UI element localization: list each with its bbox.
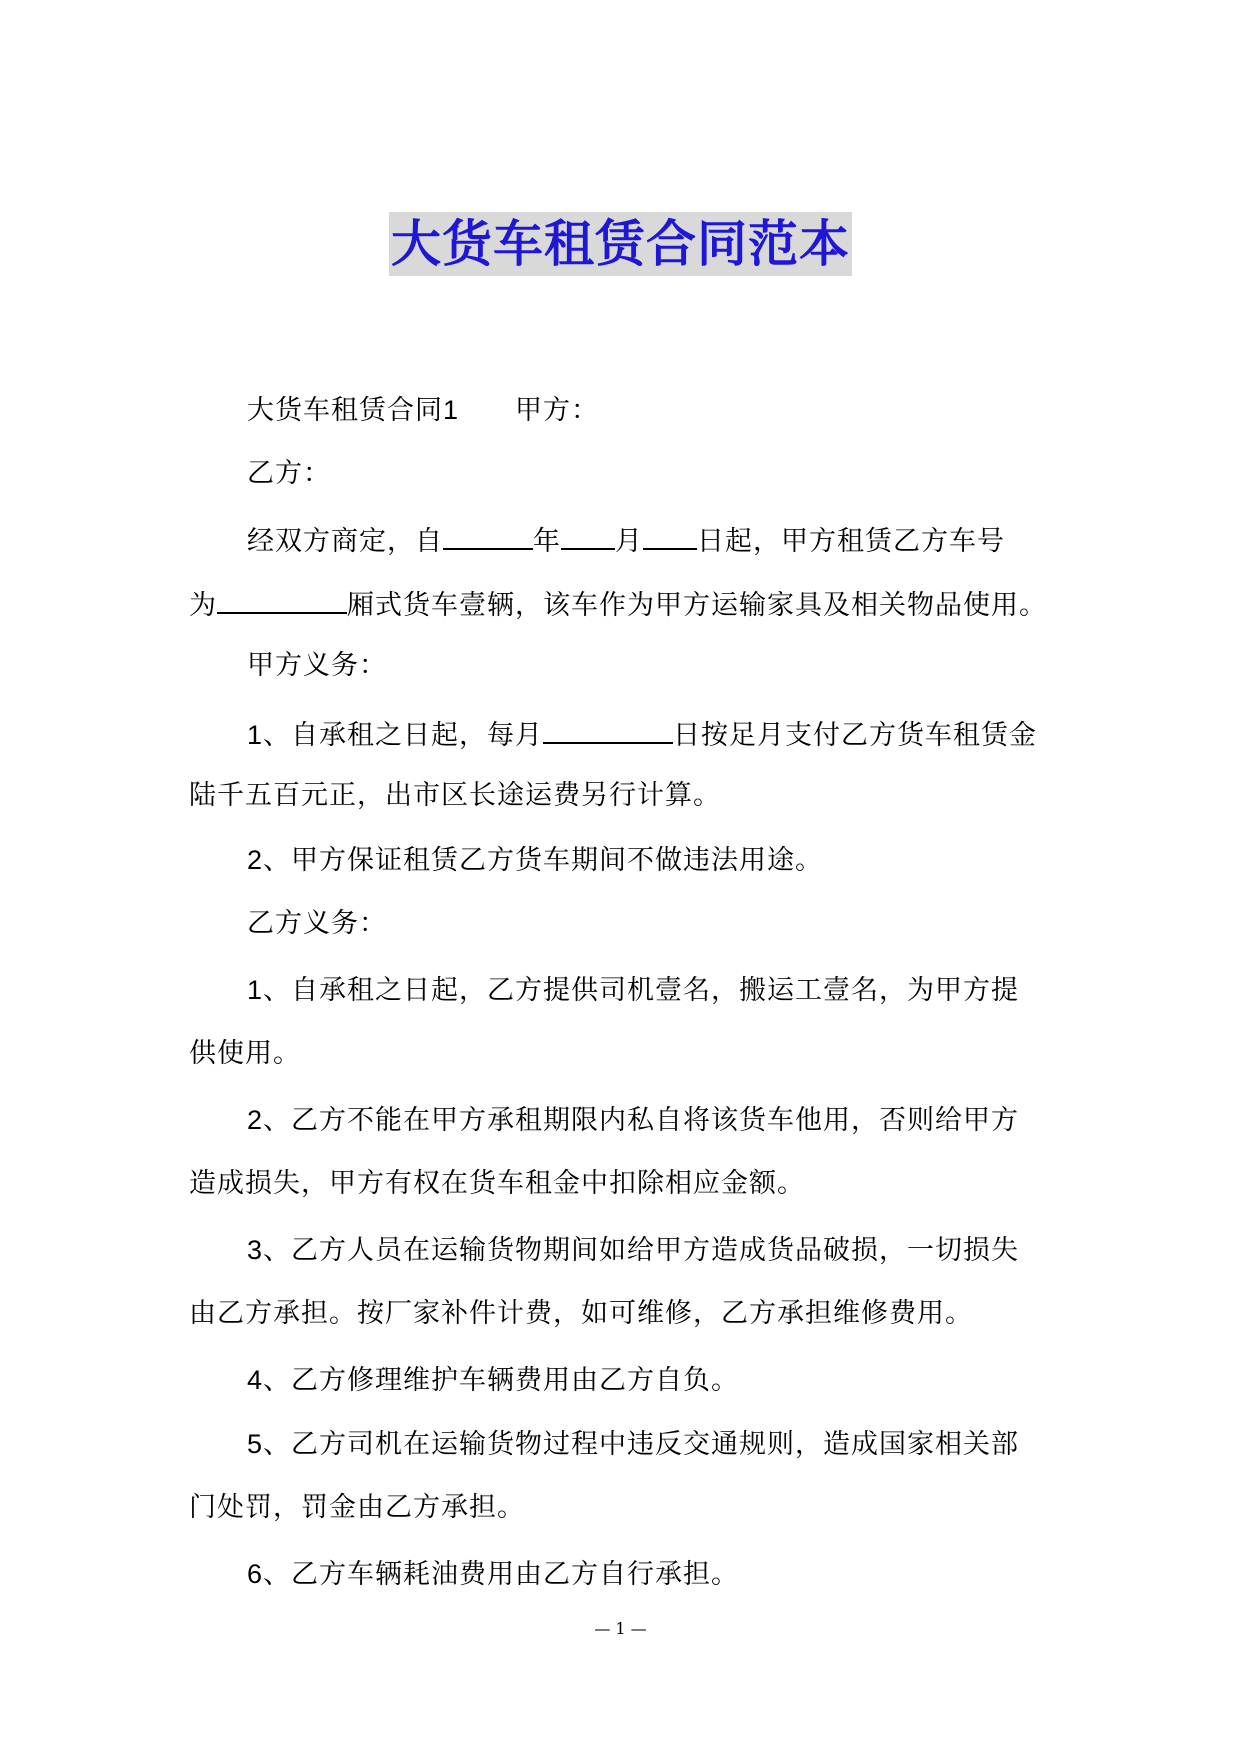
- party-b-clause-1: [247, 972, 1019, 1009]
- year-label: 年: [533, 526, 561, 557]
- clause-text-continued: 供使用。: [189, 1038, 301, 1069]
- month-label: 月: [615, 526, 643, 557]
- party-a-clause-1-cont: [189, 778, 721, 814]
- section-heading-party-b: [247, 906, 387, 942]
- party-b-clause-5: [247, 1426, 1019, 1463]
- agreement-line-2: [189, 584, 1047, 624]
- title-container: [0, 212, 1241, 276]
- agreement-line-1: [247, 520, 1005, 560]
- section-heading-party-a: [247, 648, 387, 684]
- party-a-clause-1: [247, 714, 1037, 754]
- year-blank: [443, 520, 533, 550]
- clause-text: 、乙方修理维护车辆费用由乙方自负。: [263, 1365, 740, 1396]
- clause-number: 1: [247, 720, 264, 750]
- vehicle-prefix: 为: [189, 590, 217, 621]
- clause-text-start: 、自承租之日起，每月: [263, 720, 544, 751]
- party-a-label: 甲方：: [515, 395, 600, 426]
- party-b-clause-5-cont: [189, 1490, 525, 1526]
- party-b-duties-heading: 乙方义务：: [247, 908, 387, 939]
- clause-text: 、甲方保证租赁乙方货车期间不做违法用途。: [263, 845, 824, 876]
- party-b-line: [247, 456, 331, 492]
- party-a-duties-heading: 甲方义务：: [247, 650, 387, 681]
- party-b-clause-2-cont: [189, 1166, 805, 1202]
- clause-number: 5: [247, 1429, 264, 1459]
- paragraph-parties-header: [247, 392, 599, 429]
- agreement-text-end: 日起，甲方租赁乙方车号: [697, 526, 1005, 557]
- clause-number: 4: [247, 1365, 264, 1395]
- clause-number: 2: [247, 1105, 264, 1135]
- clause-number: 1: [247, 975, 264, 1005]
- vehicle-description: 厢式货车壹辆，该车作为甲方运输家具及相关物品使用。: [347, 590, 1047, 621]
- clause-text: 、乙方不能在甲方承租期限内私自将该货车他用，否则给甲方: [263, 1105, 1020, 1136]
- contract-number: 1: [443, 395, 460, 425]
- party-b-label: 乙方：: [247, 458, 331, 489]
- party-b-clause-2: [247, 1102, 1019, 1139]
- party-b-clause-6: [247, 1556, 739, 1593]
- clause-text: 、乙方司机在运输货物过程中违反交通规则，造成国家相关部: [263, 1429, 1020, 1460]
- contract-label: 大货车租赁合同: [247, 395, 443, 426]
- clause-number: 3: [247, 1235, 264, 1265]
- agreement-text-start: 经双方商定，自: [247, 526, 443, 557]
- payment-day-blank: [543, 714, 673, 744]
- clause-text-continued: 造成损失，甲方有权在货车租金中扣除相应金额。: [189, 1168, 805, 1199]
- clause-text: 、乙方车辆耗油费用由乙方自行承担。: [263, 1559, 740, 1590]
- clause-text: 、自承租之日起，乙方提供司机壹名，搬运工壹名，为甲方提: [263, 975, 1020, 1006]
- clause-text: 、乙方人员在运输货物期间如给甲方造成货品破损，一切损失: [263, 1235, 1020, 1266]
- page-number: — 1 —: [594, 1619, 647, 1638]
- document-title: 大货车租赁合同范本: [389, 212, 852, 276]
- party-b-clause-4: [247, 1362, 739, 1399]
- party-b-clause-1-cont: [189, 1036, 301, 1072]
- party-b-clause-3: [247, 1232, 1019, 1269]
- clause-number: 6: [247, 1559, 264, 1589]
- clause-number: 2: [247, 845, 264, 875]
- vehicle-number-blank: [217, 584, 347, 614]
- party-a-clause-2: [247, 842, 823, 879]
- clause-text-end: 日按足月支付乙方货车租赁金: [673, 720, 1038, 751]
- clause-text-continued: 陆千五百元正，出市区长途运费另行计算。: [189, 780, 721, 811]
- party-b-clause-3-cont: [189, 1296, 973, 1332]
- month-blank: [561, 520, 615, 550]
- clause-text-continued: 门处罚，罚金由乙方承担。: [189, 1492, 525, 1523]
- clause-text-continued: 由乙方承担。按厂家补件计费，如可维修，乙方承担维修费用。: [189, 1298, 973, 1329]
- day-blank: [643, 520, 697, 550]
